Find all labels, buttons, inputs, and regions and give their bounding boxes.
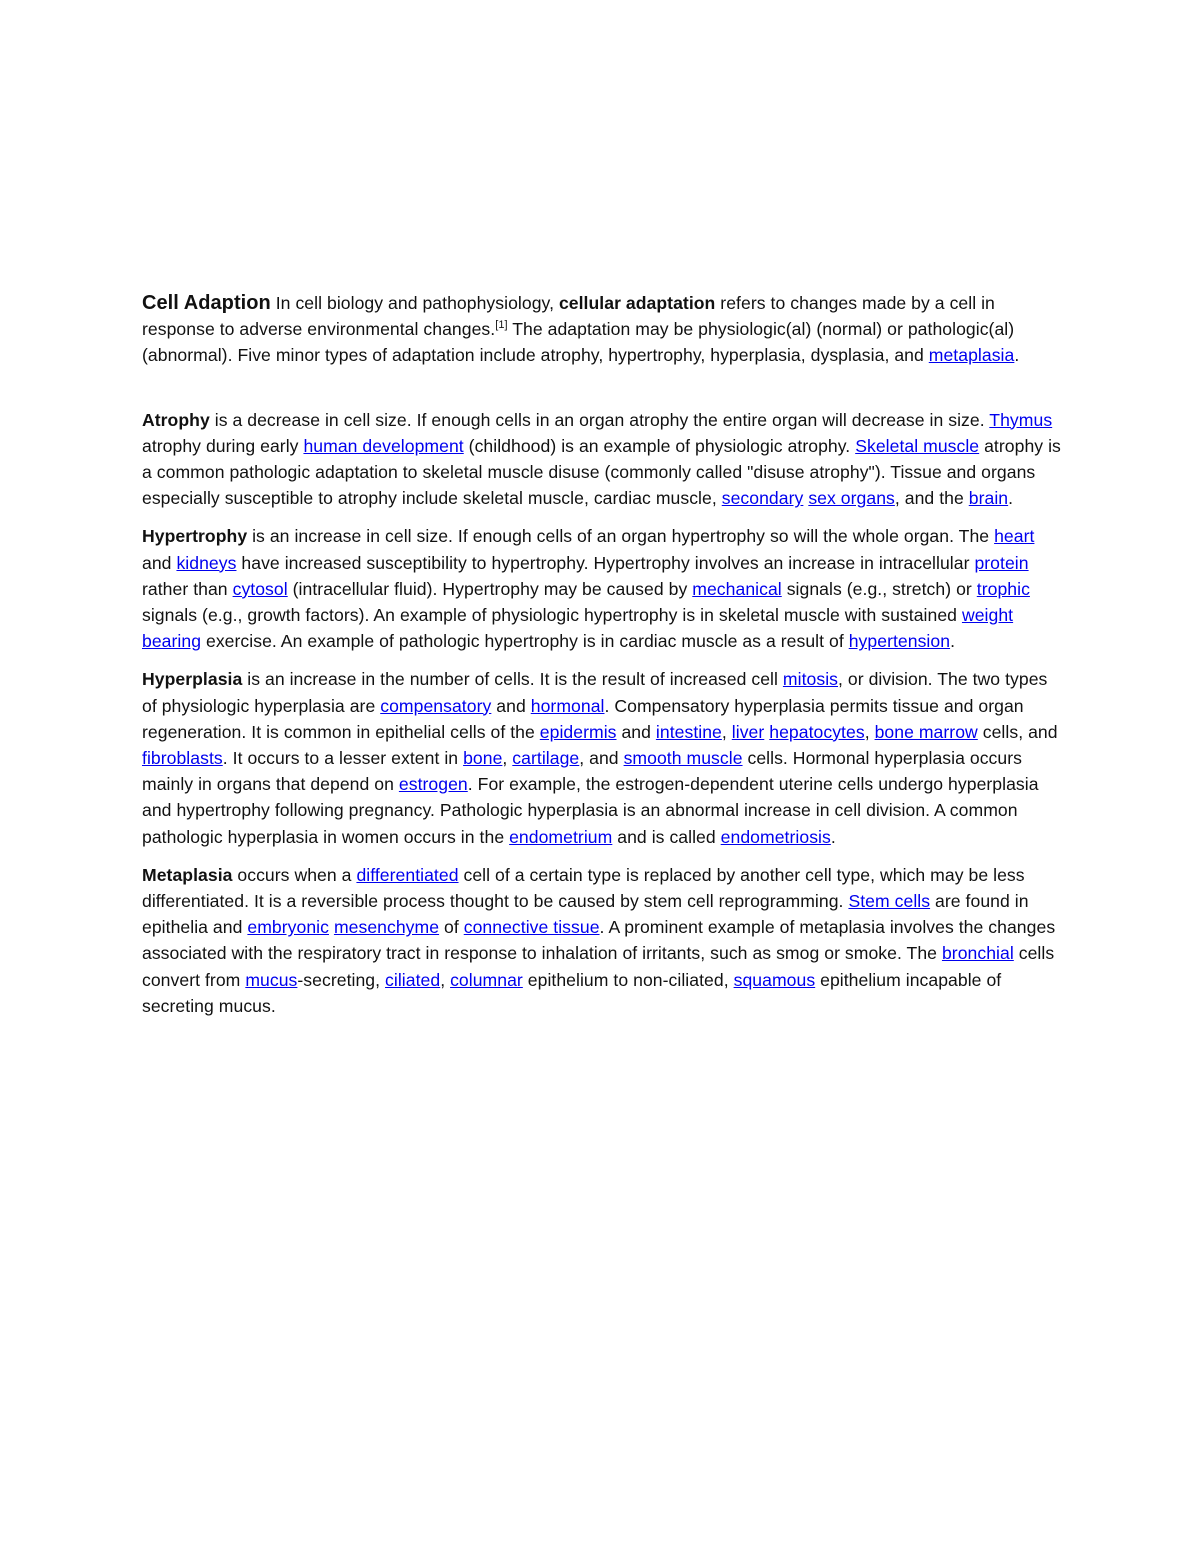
text-run: ,: [440, 969, 451, 990]
text-run: In cell biology and pathophysiology,: [270, 293, 559, 313]
link-bone[interactable]: bone: [463, 748, 503, 769]
text-run: and is called: [612, 826, 721, 847]
link-ciliated[interactable]: ciliated: [385, 969, 441, 990]
text-run: ,: [721, 721, 732, 742]
text-run: epithelium to non-ciliated,: [522, 969, 734, 990]
citation-ref: [1]: [495, 319, 508, 332]
text-run: ,: [864, 721, 875, 742]
link-metaplasia[interactable]: metaplasia: [928, 345, 1015, 366]
link-bone-marrow[interactable]: bone marrow: [874, 721, 978, 742]
intro-paragraph: [142, 290, 1067, 369]
text-run: cell of a certain type is replaced by another cell type, which may be less differentiated. It is a reversible process thought to be caused by stem cell reprogramming.: [142, 864, 1025, 912]
link-mesenchyme[interactable]: mesenchyme: [333, 917, 440, 938]
text-run: atrophy during early: [142, 435, 304, 456]
link-brain[interactable]: brain: [968, 488, 1009, 509]
term-cellular-adaptation: cellular adaptation: [558, 293, 716, 313]
text-run: rather than: [142, 578, 233, 599]
link-endometrium[interactable]: endometrium: [509, 826, 613, 847]
link-mucus[interactable]: mucus: [245, 969, 298, 990]
text-run: atrophy is a common pathologic adaptation to skeletal muscle disuse (commonly called "disuse atrophy"). Tissue and organs especially susceptible to atrophy include skeletal muscle, cardiac muscle,: [142, 435, 1061, 509]
text-run: and: [142, 552, 177, 573]
text-run: . A prominent example of metaplasia involves the changes associated with the respiratory tract in response to inhalation of irritants, such as smog or smoke. The: [142, 917, 1056, 964]
text-run: .: [950, 631, 956, 652]
text-run: . It occurs to a lesser extent in: [222, 748, 464, 769]
link-bronchial[interactable]: bronchial: [941, 943, 1014, 964]
text-run: .: [1008, 488, 1014, 509]
link-cytosol[interactable]: cytosol: [232, 578, 288, 599]
link-stem-cells[interactable]: Stem cells: [848, 891, 931, 912]
link-estrogen[interactable]: estrogen: [398, 774, 468, 795]
link-compensatory[interactable]: compensatory: [380, 695, 492, 716]
text-run: and: [491, 695, 531, 716]
text-run: .: [830, 826, 836, 847]
document-body: [142, 290, 1067, 1019]
text-run: , or division. The two types of physiologic hyperplasia are: [142, 669, 1048, 716]
text-run: -secreting,: [297, 969, 386, 990]
text-run: have increased susceptibility to hypertrophy. Hypertrophy involves an increase in intracellular: [236, 552, 975, 573]
link-connective-tissue[interactable]: connective tissue: [463, 917, 600, 938]
link-kidneys[interactable]: kidneys: [176, 552, 237, 573]
link-endometriosis[interactable]: endometriosis: [720, 826, 831, 847]
link-secondary[interactable]: secondary: [721, 488, 804, 509]
link-weight-bearing[interactable]: weight bearing: [142, 605, 1014, 652]
text-run: of: [439, 917, 464, 938]
link-cartilage[interactable]: cartilage: [512, 748, 580, 769]
link-smooth-muscle[interactable]: smooth muscle: [623, 748, 743, 769]
text-run: signals (e.g., stretch) or: [781, 578, 977, 599]
text-run: exercise. An example of pathologic hypertrophy is in cardiac muscle as a result of: [201, 631, 849, 652]
text-run: are found in epithelia and: [142, 891, 1029, 938]
link-sex-organs[interactable]: sex organs: [808, 488, 895, 509]
hyperplasia-paragraph: [142, 666, 1067, 849]
text-run: occurs when a: [232, 864, 357, 885]
text-run: . For example, the estrogen-dependent uterine cells undergo hyperplasia and hypertrophy following pregnancy. Pathologic hyperplasia is an abnormal increase in cell division. A common pathologic hyperplasia in women occurs in the: [142, 774, 1039, 847]
link-intestine[interactable]: intestine: [655, 721, 722, 742]
link-trophic[interactable]: trophic: [976, 578, 1030, 599]
link-skeletal-muscle[interactable]: Skeletal muscle: [855, 435, 980, 456]
link-embryonic[interactable]: embryonic: [247, 917, 329, 938]
term-hypertrophy: Hypertrophy: [142, 526, 248, 547]
text-run: cells convert from: [142, 943, 1055, 990]
link-protein[interactable]: protein: [974, 552, 1029, 573]
text-run: is a decrease in cell size. If enough cells in an organ atrophy the entire organ will decrease in size.: [209, 409, 990, 430]
text-run: , and: [579, 748, 624, 769]
link-hepatocytes[interactable]: hepatocytes: [769, 721, 865, 742]
link-human-development[interactable]: human development: [303, 435, 464, 456]
text-run: signals (e.g., growth factors). An example of physiologic hypertrophy is in skeletal muscle with sustained: [142, 605, 962, 626]
hypertrophy-paragraph: [142, 523, 1067, 654]
text-run: cells. Hormonal hyperplasia occurs mainly in organs that depend on: [142, 748, 1022, 795]
term-atrophy: Atrophy: [142, 409, 210, 430]
document-title: Cell Adaption: [142, 292, 271, 314]
term-metaplasia: Metaplasia: [142, 864, 233, 885]
text-run: ,: [502, 748, 513, 769]
text-run: is an increase in cell size. If enough cells of an organ hypertrophy so will the whole organ. The: [247, 526, 995, 547]
text-run: epithelium incapable of secreting mucus.: [142, 969, 1002, 1016]
link-epidermis[interactable]: epidermis: [539, 721, 617, 742]
link-liver[interactable]: liver: [731, 721, 765, 742]
text-run: (intracellular fluid). Hypertrophy may be caused by: [287, 578, 693, 599]
text-run: The adaptation may be physiologic(al) (normal) or pathologic(al) (abnormal). Five minor types of adaptation include atrophy, hypertrophy, hyperplasia, dysplasia, and: [142, 319, 1015, 366]
link-columnar[interactable]: columnar: [450, 969, 523, 990]
link-heart[interactable]: heart: [994, 526, 1035, 547]
link-thymus[interactable]: Thymus: [989, 409, 1053, 430]
link-squamous[interactable]: squamous: [733, 969, 816, 990]
atrophy-paragraph: [142, 407, 1067, 512]
text-run: , and the: [894, 488, 969, 509]
text-run: . Compensatory hyperplasia permits tissue and organ regeneration. It is common in epithelial cells of the: [142, 695, 1024, 742]
text-run: (childhood) is an example of physiologic atrophy.: [463, 435, 856, 456]
text-run: .: [1014, 345, 1020, 366]
link-hypertension[interactable]: hypertension: [848, 631, 951, 652]
text-run: and: [616, 721, 656, 742]
link-mechanical[interactable]: mechanical: [692, 578, 782, 599]
link-mitosis[interactable]: mitosis: [782, 669, 839, 690]
link-hormonal[interactable]: hormonal: [530, 695, 605, 716]
link-differentiated[interactable]: differentiated: [356, 864, 459, 885]
metaplasia-paragraph: [142, 862, 1067, 1019]
link-fibroblasts[interactable]: fibroblasts: [142, 748, 223, 769]
text-run: cells, and: [977, 721, 1058, 742]
term-hyperplasia: Hyperplasia: [142, 669, 243, 690]
text-run: refers to changes made by a cell in response to adverse environmental changes.: [142, 293, 995, 340]
text-run: is an increase in the number of cells. It is the result of increased cell: [242, 669, 783, 690]
